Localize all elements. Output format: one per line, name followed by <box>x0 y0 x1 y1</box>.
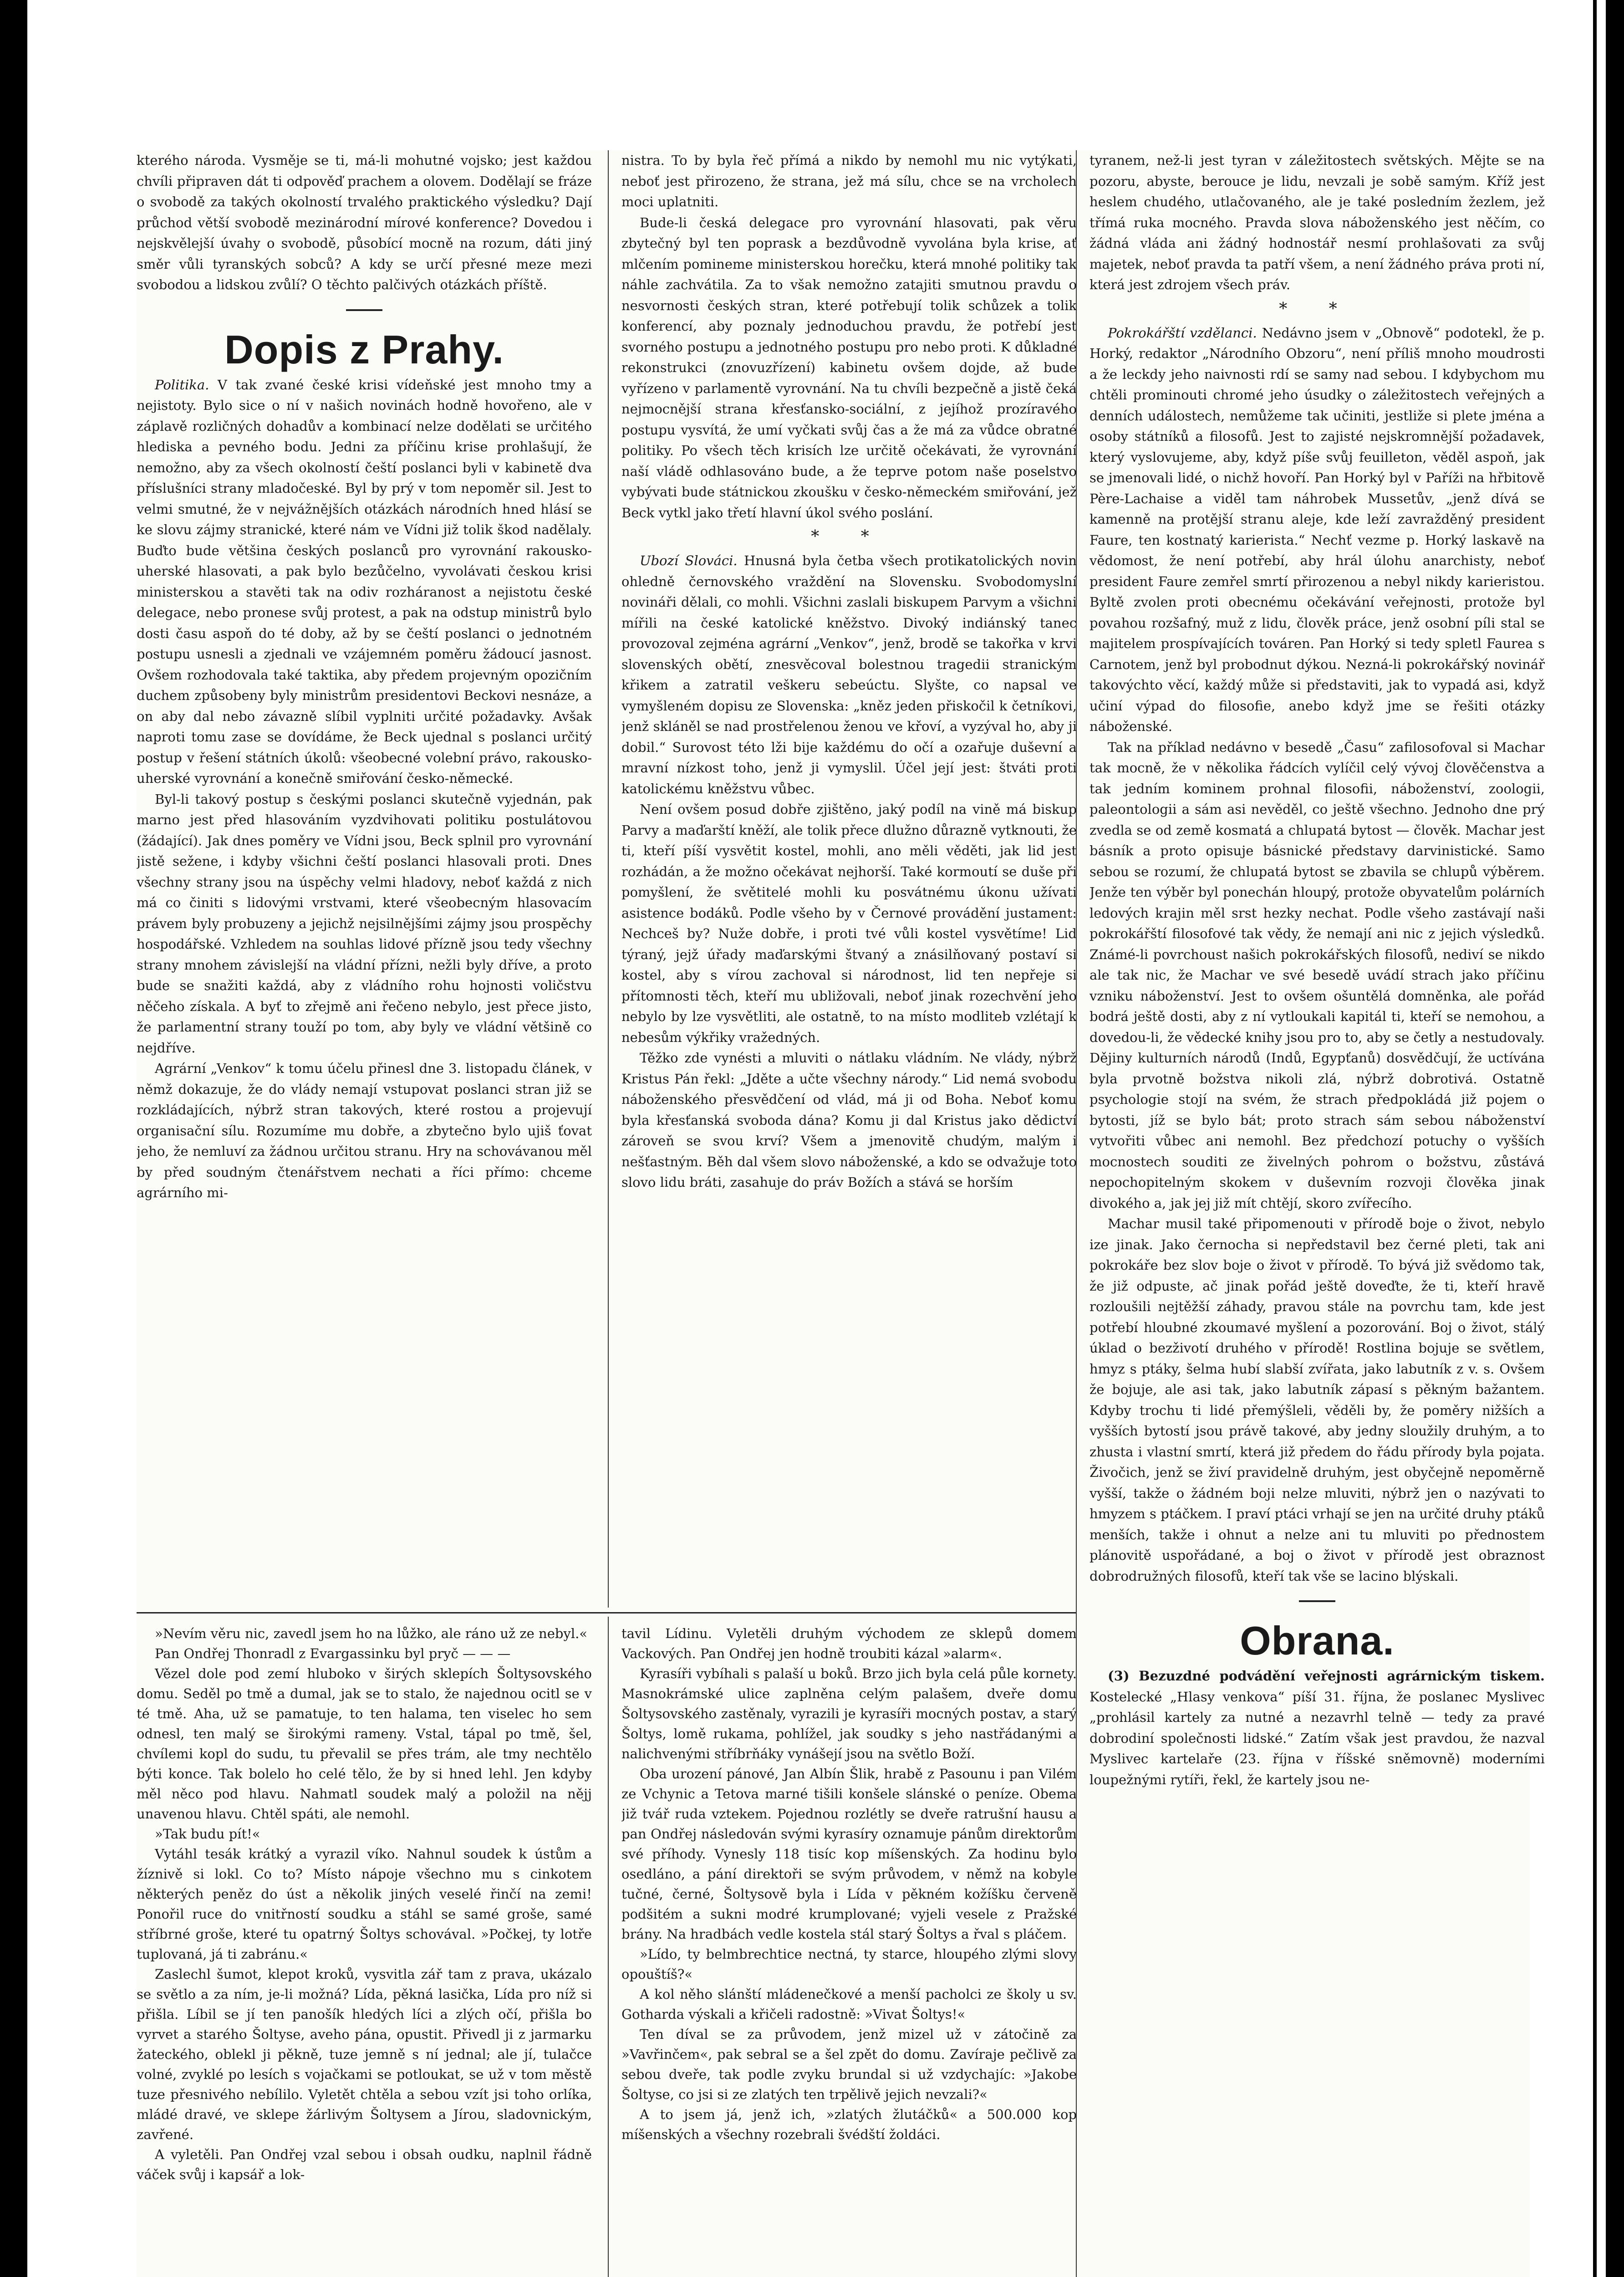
paragraph: Pokrokářští vzdělanci. Nedávno jsem v „Obnově“ podotekl, že p. Horký, redaktor „Národního Obzoru“, není příliš mnoho moudrosti a že leckdy jeho naivnosti rdí se samy nad sebou. I kdybychom mu chtěli prominouti chromé jeho úsudky o záležitostech veřejných a denních událostech, nemůžeme tak učiniti, jestliže si plete jména a osoby státníků a filosofů. Jest to zajisté nejskromnější požadavek, který vyslovujeme, aby, když píše svůj feuilleton, věděl aspoň, jak se jmenovali lidé, o nichž hovoří. Pan Horký byl v Paříži na hřbitově Père-Lachaise a viděl tam náhrobek Mussetův, „jenž dívá se kamenně na protější stranu aleje, kde leží zavražděný president Faure, ten kostnatý karierista.“ Nechť vezme p. Horký laskavě na vědomost, že není potřebí, aby hrál úlohu anarchisty, neboť president Faure zemřel smrtí přirozenou a nebyl nikdy karieristou. Byltě zvolen proti obecnému očekávání veřejnosti, protože byl povahou rozšafný, muž z lidu, člověk práce, jenž osobní píli stal se majitelem prospívajících továren. Pan Horký si tedy spletl Faurea s Carnotem, jenž byl probodnut dýkou. Nezná-li pokrokářský novinář takovýchto věcí, každý může si představiti, jak to vypadá asi, když učiní výpad do filosofie, anebo když jme se řešiti otázky náboženské. <box>1089 325 1545 734</box>
column-1 <box>137 150 592 1608</box>
paragraph: Politika. V tak zvané české krisi vídeňské jest mnoho tmy a nejistoty. Bylo sice o ní v našich novinách hodně hovořeno, ale v záplavě rozličných dohadův a kombinací nelze dodělati se určitého hlediska a pevného bodu. Jedni za příčinu krise prohlašují, že nemožno, aby za všech okolností čeští poslanci byli v kabinetě dva příslušníci strany mladočeské. Byl by prý v tom nepoměr sil. Jest to velmi smutné, že v nejvážnějších otázkách národních hned hlásí se ke slovu zájmy stranické, které nám ve Vídni již tolik škod nadělaly. Buďto bude většina českých poslanců pro vyrovnání rakousko-uherské hlasovati, a pak bylo bezůčelno, vyvolávati českou krisi ministerskou a stavěti tak na odiv rozháranost a nejistotu české delegace, nebo pronese svůj protest, a pak na odstup ministrů bylo dosti času aspoň do té doby, až by se čeští poslanci o jednotném postupu usnesli a zjednali ve vzájemném poměru žádoucí jasnost. Ovšem rozhodovala také taktika, aby předem projevným opozičním duchem způsobeny byly ministrům presidentovi Beckovi nesnáze, a on aby dal nebo závazně slíbil vyplniti určité požadavky. Avšak naproti tomu zase se dovídáme, že Beck ujednal s poslanci určitý postup v řešení státních úkolů: všeobecné volební právo, rakousko-uherské vyrovnání a konečně smiřování česko-německé. <box>137 377 592 786</box>
feuilleton-column-right <box>621 1624 1077 2277</box>
section-divider <box>1299 1600 1335 1602</box>
paragraph: Vězel dole pod zemí hluboko v širých sklepích Šoltysovského domu. Seděl po tmě a dumal, jak se to stalo, že najednou ocitl se v té tmě. Aha, už se pamatuje, to ten halama, ten viselec ho sem odnesl, ten malý se širokými rameny. Vstal, tápal po tmě, šel, chvílemi kopl do sudu, tu převalil se přes trám, ale tmy nechtělo býti konce. Tak bolelo ho celé tělo, že by si hned lehl. Jen kdyby měl něco pod hlavu. Nahmatl soudek malý a položil na nějj unavenou hlavu. Chtěl spáti, ale nemohl. <box>137 1666 592 1822</box>
paragraph: tavil Lídinu. Vyletěli druhým východem ze sklepů domem Vackových. Pan Ondřej jen hodně troubiti kázal »alarm«. <box>621 1626 1077 1661</box>
paragraph: Pan Ondřej Thonradl z Evargassinku byl pryč — — — <box>155 1646 511 1661</box>
scan-border-left <box>0 0 27 2277</box>
lead-word: Politika. <box>155 377 209 393</box>
paragraph: Vytáhl tesák krátký a vyrazil víko. Nahnul soudek k ústům a žíznivě si lokl. Co to? Místo nápoje všechno mu s cinkotem některých peněz do úst a několik jiných veselé řinčí na zemi! Ponořil ruce do vnitřností soudku a stáhl se samé groše, samé stříbrné groše, které tu opatrný Šoltys schovával. »Počkej, ty lotře tuplovaná, já ti zabránu.« <box>137 1846 592 1962</box>
paragraph: A kol něho slánští mládenečkové a menší pacholci ze školy u sv. Gotharda výskali a křičeli radostně: »Vivat Šoltys!« <box>621 1986 1077 2022</box>
paragraph: Oba urození pánové, Jan Albín Šlik, hrabě z Pasounu i pan Vilém ze Vchynic a Tetova marné tišili konšele slánské o peníze. Obema již tvář ruda vztekem. Pojednou rozlétly se dveře ratrušní hausu a pan Ondřej následován svými kyrasíry oznamuje pánům direktorům své příhody. Vynesly 118 tisíc kop míšenských. Za hodinu bylo osedláno, a pání direktoři se svým průvodem, v němž na kobyle tučné, černé, Šoltysově byla i Lída v pěkném kožíšku červeně podšitém a sukni modré krumplované; vyjeli vesele z Pražské brány. Na hradbách vedle kostela stál starý Šoltys a řval s pláčem. <box>621 1766 1077 1942</box>
paragraph: tyranem, než-li jest tyran v záležitostech světských. Mějte se na pozoru, abyste, berouce je lidu, nevzali je sobě samým. Kříž jest heslem chudého, utlačovaného, ale je také posledním žezlem, jež třímá ruka mocného. Pravda slova náboženského jest něčím, co žádná vláda ani žádný hodnostář nesmí prohlašovati za svůj majetek, neboť pravda ta patří všem, a není žádného práva proti ní, která jest zdrojem všech práv. <box>1089 153 1545 292</box>
article-end-paragraph: kterého národa. Vysměje se ti, má-li mohutné vojsko; jest každou chvíli připraven dát ti odpověď prachem a olovem. Dodělají se fráze o svobodě za takých okolností trvalého praktického výsledku? Dají průchod větší svobodě mezinárodní mírové konference? Dovedou i nejskvělejší úvahy o svobodě, působící mocně na rozum, dáti jiný směr vůli tyranských sobců? A kdy se určí přesné meze mezi svobodou a lidskou zvůlí? O těchto palčivých otázkách příště. <box>137 153 592 292</box>
paragraph: Tak na příklad nedávno v besedě „Času“ zafilosofoval si Machar tak mocně, že v několika řádcích vylíčil celý vývoj člověčenstva a tak jedním kominem prohnal filosofii, náboženství, zoologii, paleontologii a sám asi nevěděl, co ještě všechno. Jednoho dne prý zvedla se od země kosmatá a chlupatá bytost — člověk. Machar jest básník a proto opisuje básnické představy darvinistické. Samo sebou se rozumí, že chlupatá bytost se zbavila se chlupů výběrem. Jenže ten výběr byl ponechán hloupý, protože obyvatelům polárních ledových krajin měl srst hezky nechat. Podle všeho zastávají naši pokrokářští filosofové tak vědy, že nemají ani nic z jejich výsledků. Známé-li povrchoust našich pokrokářských filosofů, nediví se nikdo ale tak nic, že Machar ve své besedě uvádí strach jako příčinu vzniku náboženství. Jest to ovšem ošuntělá domněnka, ale pořád bodrá ještě dosti, aby z ní vytloukali kapitál ti, kteří se nemohou, a dovedou-li, že vědecké knihy jsou pro to, aby se četly a nestudovaly. Dějiny kulturních národů (Indů, Egypťanů) dosvědčují, že uctívána byla prvotně božstva nikoli zlá, nýbrž dobrotivá. Ostatně psychologie stojí na svém, že strach předpokládá již pojem o bytosti, jíž se bylo bát; proto strach sám sebou náboženství vytvořiti vůbec ani nemohl. Bez předchozí potuchy o vyšších mocnostech souditi ze živelných pohrom o božstvu, zůstává nepochopitelným skokem v duševním rozvoji člověka jinak divokého a, jak jej již mít chtějí, skoro zvířecího. <box>1089 739 1545 1211</box>
paragraph: A to jsem já, jenž ich, »zlatých žlutáčků« a 500.000 kop míšenských a všechny rozebrali švédští žoldáci. <box>621 2107 1077 2142</box>
column-3 <box>1089 150 1545 2277</box>
paragraph: Kyrasíři vybíhali s palaší u boků. Brzo jich byla celá půle kornety. Masnokrámské ulice zaplněna celým palašem, dveře domu Šoltysovského zastěnaly, vyrazili je kyrasíři mocných postav, a starý Šoltys, lomě rukama, pohlížel, jak soudky s jeho nastřádanými a nalichvenými stříbrňáky vynášejí jsou na světlo Boží. <box>621 1666 1077 1761</box>
subheading: (3) Bezuzdné podvádění veřejnosti agrárnickým tiskem. <box>1108 1668 1545 1684</box>
newspaper-page <box>137 150 1545 2277</box>
paragraph: Byl-li takový postup s českými poslanci skutečně vyjednán, pak marno jest před hlasováním vyzdvihovati politiku postulátovou (žádající). Jak dnes poměry ve Vídni jsou, Beck splnil pro vyrovnání jistě sežene, i kdyby všichni čeští poslanci hlasovali proti. Dnes všechny strany jsou na úspěchy velmi hladovy, neboť každá z nich má co činiti s lidovými vrstvami, které všeobecným hlasovacím právem byly probuzeny a jejichž nejsilnějšími zájmy jsou prospěchy hospodářské. Vzhledem na souhlas lidové přízně jsou tedy všechny strany mnohem závislejší na vládní přízni, nežli byly dříve, a proto bude se snažiti každá, aby z vládního rohu hojnosti voličstvu něčeho získala. A byť to zřejmě ani řečeno nebylo, jest přece jisto, že parlamentní strany touží po tom, aby byly ve vládní většině co nejdříve. <box>137 791 592 1056</box>
paragraph: Agrární „Venkov“ k tomu účelu přinesl dne 3. listopadu článek, v němž dokazuje, že do vlády nemají vstupovat poslanci stran již se rozkládajících, nýbrž stran takových, které rostou a projevují organisační sílu. Rozumíme mu dobře, a zbytečno bylo ujiš ťovat jeho, že nemluví za žádnou určitou stranu. Hry na schovávanou měl by před soudným čtenářstvem nechati a říci přímo: chceme agrárního mi- <box>137 1061 592 1200</box>
serial-divider-rule <box>137 1612 1076 1613</box>
lead-word: Ubozí Slováci. <box>640 553 738 568</box>
paragraph: Zaslechl šumot, klepot kroků, vysvitla zář tam z prava, ukázalo se světlo a za ním, je-li možná? Lída, pěkná lasička, Lída pro níž si přišla. Líbil se jí ten panošík hledých líci a zlých očí, přišla bo vyrvet a starého Šoltyse, aveho pána, opustit. Přivedl ji z jarmarku žateckého, oblekl ji pěkně, tuze jemně s ní jednal; ale jí, tulačce volné, zvyklé po lesích s vojačkami se potloukat, se už v tom městě tuze přesnivého nebílilo. Vyletět chtěla a sebou vzít jsi toho orlíka, mládé dravé, ve sklepe žárlivým Šoltysem a Jírou, sladovnickým, zavřené. <box>137 1966 592 2142</box>
paragraph: Není ovšem posud dobře zjištěno, jaký podíl na vině má biskup Parvy a maďarští kněží, ale tolik přece dlužno důrazně vytknouti, že ti, kteří píší vysvětit kostel, mohli, ano měli věděti, jak lid jest rozhádán, a že možno očekávat nejhorší. Také kormoutí se duše při pomyšlení, že světitelé mohli ku posvátnému úkonu užívati asistence bodáků. Podle všeho by v Černové provádění justament: Nechceš by? Nuže dobře, i proti tvé vůli kostel vysvětíme! Lid týraný, jejž úřady maďarskými štvaný a znásilňovaný postaví si kostel, aby s vírou zachoval si národnost, lid ten nepřeje si přítomnosti těch, kteří mu ubližovali, neboť jinak rozechvění jeho nebylo by lze vysvětliti, ale ostatně, to na místo modliteb vzlétají k nebesům výkřiky vražedných. <box>621 802 1077 1045</box>
section-stars: * * <box>811 527 887 546</box>
paragraph: A vyletěli. Pan Ondřej vzal sebou i obsah oudku, naplnil řádně váček svůj i kapsář a lok- <box>137 2147 592 2182</box>
paragraph: Těžko zde vynésti a mluviti o nátlaku vládním. Ne vlády, nýbrž Kristus Pán řekl: „Jděte a učte všechny národy.“ Lid nemá svobodu náboženského přesvědčení od vlád, má ji od Boha. Neboť komu byla křesťanská svoboda dána? Komu ji dal Kristus jako dědictví zároveň se svou krví? Všem a jmenovitě chudým, malým i nešťastným. Běh dal všem slovo náboženské, a kdo se odvažuje toto slovo lidu bráti, zasahuje do práv Božích a stává se horším <box>621 1050 1077 1190</box>
headline-obrana: Obrana. <box>1240 1618 1395 1663</box>
paragraph: Machar musil také připomenouti v přírodě boje o život, nebylo ize jinak. Jako černocha si nepředstavil bez černé pleti, tak ani pokrokáře bez slov boje o život v přírodě. To bývá již svědomo tak, že již odpuste, ač jinak pořád ještě doveďte, že ti, kteří hravě rozloušili nejtěžší záhady, pravou stále na povrchu tam, kde jest potřebí hloubné zkoumavé myšlení a pozorování. Boj o život, stálý úklad o bezživotí druhého v přírodě! Rostlina bojuje se světlem, hmyz s ptáky, šelma hubí slabší zvířata, jako labutník z v. s. Ovšem že bojuje, ale asi tak, jako labutník zápasí s pěkným bažantem. Kdyby trochu ti lidé přemýšleli, věděli by, že poměry nižších a vyšších bytostí jsou právě takové, aby jedny sloužily druhým, a to zhusta i vlastní smrtí, která již předem do řádu přírody byla pojata. Živočich, jenž se živí pravidelně druhým, jest obyčejně nepoměrně vyšší, takže o žádném boji nelze mluviti, nýbrž jen o nazývati to hmyzem s ptáčkem. I praví ptáci vrhají se jen na určité druhy ptáků menších, takže i ohnut a nelze ani tu mluviti po přednostem plánovitě uspořádané, a boj o život v přírodě jest obraznost dobrodružných filosofů, kteří tak vše se lacino blýskali. <box>1089 1216 1545 1584</box>
headline-dopis-z-prahy: Dopis z Prahy. <box>224 327 504 372</box>
column-2 <box>621 150 1077 1608</box>
lead-word: Pokrokářští vzdělanci. <box>1108 325 1257 341</box>
column-rule-1 <box>608 150 609 1608</box>
paragraph: (3) Bezuzdné podvádění veřejnosti agrárnickým tiskem. Kostelecké „Hlasy venkova“ píší 31. října, že poslanec Myslivec „prohlásil kartely za nutné a nezavrhl telně — tedy za pravé dobrodiní společnosti lidské.“ Zatím však jest pravdou, že nazval Myslivec kartelaře (23. října v říšské sněmovně) moderními loupežnými rytíři, řekl, že kartely jsou ne- <box>1089 1668 1545 1787</box>
section-divider <box>346 309 382 311</box>
paragraph: Ten díval se za průvodem, jenž mizel už v zátočině za »Vavřinčem«, pak sebral se a šel zpět do domu. Zavíraje pečlivě za sebou dveře, tak podle zvyku brundal si už vzdychajíc: »Jakobe Šoltyse, co jsi si ze zlatých ten trpělivě jejich nevzali?« <box>621 2027 1077 2102</box>
paragraph: Bude-li česká delegace pro vyrovnání hlasovati, pak věru zbytečný byl ten poprask a bezdůvodně vyvolána byla krise, ať mlčením pomineme ministerskou horečku, která mnohé politiky tak náhle zachvátila. Za to však nemožno zatajiti smutnou pravdu o nesvornosti českých stran, které potřebují tolik schůzek a tolik konferencí, aby poznaly jednoduchou pravdu, že potřebí jest svorného postupu a jednotného postupu pro nebo proti. K důkladné rekonstrukci (znovuzřízení) kabinetu ovšem dojde, až bude vyřízeno v parlamentě vyrovnání. Na tu chvíli bezpečně a jistě čeká nejmocnější strana křesťansko-sociální, z jejíhož prozíravého postupu vysvítá, že umí vyčkati svůj čas a že má za vůdce obratné politiky. Po všech těch krisích lze určitě očekávati, že vyrovnání naší vládě odhlasováno bude, a že teprve potom naše poselstvo vybývati bude státnickou zkoušku v česko-německém smiřování, jež Beck vytkl jako třetí hlavní úkol svého poslání. <box>621 214 1077 521</box>
paragraph: »Tak budu pít!« <box>155 1826 260 1842</box>
scan-border-right <box>1606 0 1624 2277</box>
section-stars: * * <box>1279 299 1355 318</box>
paragraph: »Nevím věru nic, zavedl jsem ho na lůžko, ale ráno už ze nebyl.« <box>155 1626 588 1641</box>
paragraph: Ubozí Slováci. Hnusná byla četba všech protikatolických novin ohledně černovského vraždění na Slovensku. Svobodomyslní novináři dělali, co mohli. Všichni zaslali biskupem Parvym a všichni mířili na české katolické kněžstvo. Divoký indiánský tanec provozoval zejména agrární „Venkov“, jenž, brodě se takořka v krvi slovenských obětí, znesvěcoval bolestnou tragedii stranickým křikem a zatratil veškeru sebeúctu. Slyšte, co napsal ve vymyšleném dopisu ze Slovenska: „kněz jeden přiskočil k četníkovi, jenž skláněl se nad prostřelenou ženou ve křoví, a vyzýval ho, aby ji dobil.“ Surovost této lži bije každému do očí a ozařuje duševní a mravní nízkost toho, jenž ji vymyslil. Účel její jest: štváti proti katolickému kněžstvu vůbec. <box>621 553 1077 796</box>
scan-border-right-inner <box>1593 0 1597 2277</box>
paragraph: »Lído, ty belmbrechtice nectná, ty starce, hloupého zlými slovy opouštíš?« <box>621 1946 1077 1982</box>
paragraph: nistra. To by byla řeč přímá a nikdo by nemohl mu nic vytýkati, neboť jest přirozeno, že strana, jež má sílu, chce se na vrcholech moci uplatniti. <box>621 153 1077 209</box>
feuilleton-column-left <box>137 1624 592 2277</box>
serial-column-rule <box>608 1617 609 2277</box>
